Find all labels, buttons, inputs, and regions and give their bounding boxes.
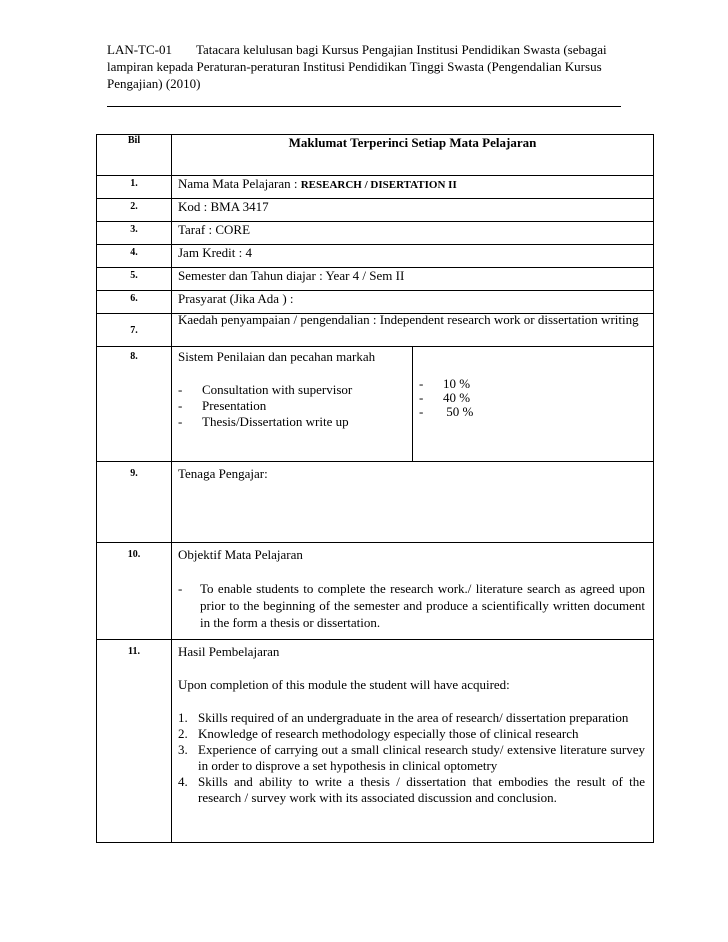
lecturers-cell — [172, 462, 654, 543]
row-number: 7. — [97, 314, 172, 347]
header-line-3: Pengajian) (2010) — [107, 76, 201, 91]
document-header — [107, 41, 627, 92]
outcomes-list — [178, 710, 645, 806]
column-header-bil: Bil — [97, 135, 172, 176]
table-header-row — [97, 135, 654, 176]
percent-value: 50 % — [443, 404, 474, 419]
list-text: Skills and ability to write a thesis / dissertation that embodies the result of the research / survey work with its associated discussion and conclusion. — [198, 774, 645, 805]
assessment-percent — [419, 405, 653, 419]
document-code: LAN-TC-01 — [107, 42, 172, 57]
semester-year-cell: Semester dan Tahun diajar : Year 4 / Sem II — [172, 268, 654, 291]
table-row — [97, 245, 654, 268]
header-divider — [107, 106, 621, 107]
bullet-dash: - — [419, 376, 424, 391]
table-row — [97, 314, 654, 347]
list-number: 1. — [178, 710, 188, 725]
assessment-percent-cell — [413, 347, 654, 462]
course-name-value: RESEARCH / DISERTATION II — [300, 179, 457, 191]
bullet-dash: - — [178, 581, 183, 596]
objective-item — [178, 580, 645, 631]
bullet-dash: - — [178, 414, 183, 429]
percent-value: 10 % — [443, 376, 471, 391]
table-row — [97, 268, 654, 291]
table-row-assessment — [97, 347, 654, 462]
list-number: 2. — [178, 726, 188, 741]
row-number: 3. — [97, 222, 172, 245]
assessment-item — [178, 398, 404, 414]
objective-text: To enable students to complete the research work./ literature search as agreed upon prior to the beginning of the semester and produce a scientifically written document in the form a thesis or dissertation. — [200, 581, 645, 630]
row-number: 9. — [97, 462, 172, 543]
row-number: 8. — [97, 347, 172, 462]
table-row — [97, 199, 654, 222]
assessment-item — [178, 414, 404, 430]
list-item — [178, 726, 645, 742]
table-row-lecturers — [97, 462, 654, 543]
header-line-2: lampiran kepada Peraturan-peraturan Institusi Pendidikan Tinggi Swasta (Pengendalian Kursus — [107, 59, 602, 74]
delivery-method-cell: Kaedah penyampaian / pengendalian : Independent research work or dissertation writing — [172, 314, 654, 347]
assessment-item-name: Consultation with supervisor — [202, 382, 353, 397]
header-text-1: Tatacara kelulusan bagi Kursus Pengajian Institusi Pendidikan Swasta (sebagai — [196, 42, 607, 57]
bullet-dash: - — [419, 390, 424, 405]
outcomes-cell — [172, 640, 654, 843]
table-row-objective — [97, 543, 654, 640]
outcomes-title: Hasil Pembelajaran — [178, 644, 280, 659]
header-line-1 — [107, 41, 627, 58]
assessment-item — [178, 382, 404, 398]
table-row — [97, 291, 654, 314]
list-text: Knowledge of research methodology especially those of clinical research — [198, 726, 579, 741]
lecturers-title: Tenaga Pengajar: — [178, 466, 268, 481]
list-item — [178, 774, 645, 806]
assessment-percent — [419, 377, 653, 391]
table-row-outcomes — [97, 640, 654, 843]
prerequisite-cell: Prasyarat (Jika Ada ) : — [172, 291, 654, 314]
row-number: 5. — [97, 268, 172, 291]
row-number: 4. — [97, 245, 172, 268]
credit-hours-cell: Jam Kredit : 4 — [172, 245, 654, 268]
table-row — [97, 222, 654, 245]
course-name-label: Nama Mata Pelajaran : — [178, 176, 301, 191]
row-number: 10. — [97, 543, 172, 640]
row-number: 11. — [97, 640, 172, 843]
outcomes-intro: Upon completion of this module the student will have acquired: — [178, 677, 510, 692]
assessment-percent — [419, 391, 653, 405]
course-name-cell — [172, 176, 654, 199]
list-text: Experience of carrying out a small clinical research study/ extensive literature survey in order to disprove a set hypothesis in clinical optometry — [198, 742, 645, 773]
course-details-table — [96, 134, 654, 843]
objective-title: Objektif Mata Pelajaran — [178, 547, 303, 562]
course-code-cell: Kod : BMA 3417 — [172, 199, 654, 222]
bullet-dash: - — [178, 398, 183, 413]
assessment-item-name: Presentation — [202, 398, 267, 413]
list-text: Skills required of an undergraduate in the area of research/ dissertation preparation — [198, 710, 629, 725]
bullet-dash: - — [419, 404, 424, 419]
table-row — [97, 176, 654, 199]
bullet-dash: - — [178, 382, 183, 397]
assessment-cell — [172, 347, 413, 462]
course-level-cell: Taraf : CORE — [172, 222, 654, 245]
row-number: 2. — [97, 199, 172, 222]
row-number: 1. — [97, 176, 172, 199]
assessment-title: Sistem Penilaian dan pecahan markah — [178, 349, 376, 364]
list-number: 4. — [178, 774, 188, 789]
objective-cell — [172, 543, 654, 640]
list-item — [178, 710, 645, 726]
assessment-item-name: Thesis/Dissertation write up — [202, 414, 349, 429]
column-header-title: Maklumat Terperinci Setiap Mata Pelajaran — [172, 135, 654, 176]
row-number: 6. — [97, 291, 172, 314]
list-number: 3. — [178, 742, 188, 757]
list-item — [178, 742, 645, 774]
percent-value: 40 % — [443, 390, 471, 405]
